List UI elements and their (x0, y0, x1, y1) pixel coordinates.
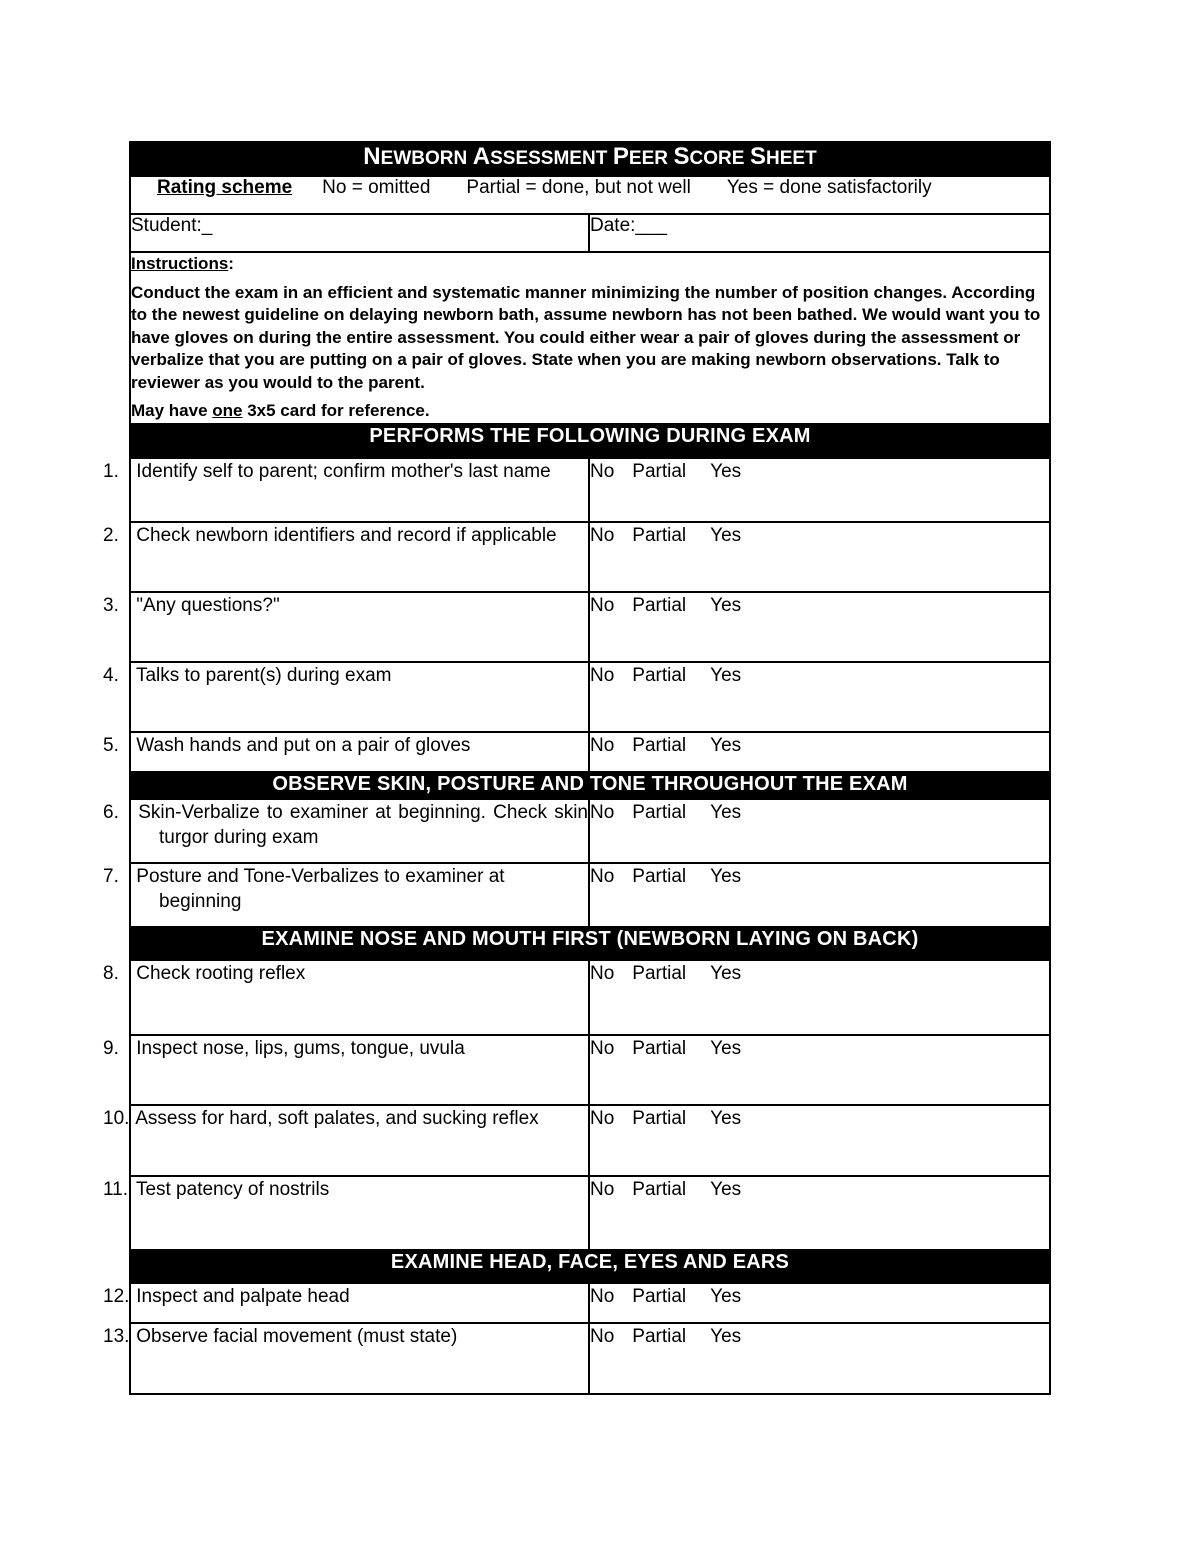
item-text: Posture and Tone-Verbalizes to examiner at beginning (136, 865, 505, 912)
rating-option-no[interactable]: No (590, 1325, 615, 1347)
instructions-heading-line (131, 253, 1049, 276)
title-rest: CORE (689, 148, 745, 169)
item-description: 10. Assess for hard, soft palates, and sucking reflex (103, 1107, 539, 1129)
item-rating-cell (589, 1035, 1050, 1105)
rating-option-partial[interactable]: Partial (632, 1107, 687, 1129)
title-word-4 (673, 143, 745, 170)
assessment-item-row (130, 662, 1050, 732)
item-rating-cell (589, 522, 1050, 592)
rating-option-no[interactable]: No (590, 865, 615, 887)
card-note-pre: May have (131, 401, 213, 420)
title-rest: EWBORN (380, 148, 468, 169)
item-description-cell (103, 1035, 589, 1105)
item-description-cell (103, 662, 589, 732)
rating-option-yes[interactable]: Yes (710, 594, 742, 616)
assessment-item-row (130, 1176, 1050, 1250)
item-text: Identify self to parent; confirm mother's last name (136, 460, 551, 482)
rating-no-definition: No = omitted (322, 177, 431, 198)
rating-option-partial[interactable]: Partial (632, 734, 687, 756)
section-title: EXAMINE HEAD, FACE, EYES AND EARS (130, 1250, 1050, 1283)
rating-option-no[interactable]: No (590, 801, 615, 823)
rating-option-yes[interactable]: Yes (710, 1285, 742, 1307)
item-description: 3. "Any questions?" (103, 594, 280, 616)
assessment-item-row (130, 863, 1050, 927)
assessment-item-row (130, 732, 1050, 772)
item-description: 7. Posture and Tone-Verbalizes to examiner at beginning (103, 865, 505, 912)
item-rating-cell (589, 863, 1050, 927)
item-text: Inspect nose, lips, gums, tongue, uvula (136, 1037, 465, 1059)
rating-scheme-cell (130, 176, 1050, 214)
item-description-cell (103, 592, 589, 662)
rating-scheme-label: Rating scheme (157, 177, 293, 198)
instructions-heading: Instructions (131, 254, 229, 273)
title-rest: EER (628, 148, 668, 169)
assessment-item-row (130, 1323, 1050, 1394)
item-description-cell (103, 863, 589, 927)
item-description: 11. Test patency of nostrils (103, 1178, 330, 1200)
instructions-card-note (131, 400, 1049, 423)
section-header-row (130, 772, 1050, 799)
assessment-item-row (130, 1105, 1050, 1176)
assessment-item-row (130, 799, 1050, 863)
item-text: Wash hands and put on a pair of gloves (136, 734, 471, 756)
rating-option-yes[interactable]: Yes (710, 1107, 742, 1129)
rating-option-partial[interactable]: Partial (632, 1178, 687, 1200)
rating-option-no[interactable]: No (590, 1178, 615, 1200)
title-cap: S (750, 143, 767, 170)
item-description-cell (103, 732, 589, 772)
rating-option-yes[interactable]: Yes (710, 460, 742, 482)
rating-option-yes[interactable]: Yes (710, 865, 742, 887)
item-description: 1. Identify self to parent; confirm mother's last name (103, 460, 551, 482)
section-header-row (130, 927, 1050, 960)
rating-option-yes[interactable]: Yes (710, 664, 742, 686)
rating-option-no[interactable]: No (590, 1285, 615, 1307)
section-header-row (130, 1250, 1050, 1283)
item-text: Test patency of nostrils (135, 1178, 330, 1200)
rating-option-partial[interactable]: Partial (632, 962, 687, 984)
item-description-cell (103, 1105, 589, 1176)
item-description: 8. Check rooting reflex (103, 962, 306, 984)
title-cap: N (363, 143, 381, 170)
title-word-3 (612, 143, 668, 170)
sheet-title (130, 142, 1050, 176)
assessment-item-row (130, 458, 1050, 522)
instructions-colon: : (228, 254, 234, 273)
item-rating-cell (589, 662, 1050, 732)
title-word-5 (750, 143, 817, 170)
item-rating-cell (589, 1105, 1050, 1176)
item-description: 4. Talks to parent(s) during exam (103, 664, 392, 686)
title-cap: S (673, 143, 690, 170)
rating-option-partial[interactable]: Partial (632, 460, 687, 482)
score-sheet-table (103, 141, 1051, 1395)
item-rating-cell (589, 960, 1050, 1035)
title-rest: SSESSMENT (490, 148, 608, 169)
rating-option-partial[interactable]: Partial (632, 1037, 687, 1059)
item-description: 2. Check newborn identifiers and record if applicable (103, 524, 557, 546)
rating-option-partial[interactable]: Partial (632, 1285, 687, 1307)
rating-option-no[interactable]: No (590, 734, 615, 756)
rating-option-yes[interactable]: Yes (710, 734, 742, 756)
item-rating-cell (589, 799, 1050, 863)
rating-option-no[interactable]: No (590, 1037, 615, 1059)
item-description: 12. Inspect and palpate head (103, 1285, 350, 1307)
item-description-cell (103, 522, 589, 592)
rating-option-yes[interactable]: Yes (710, 1325, 742, 1347)
rating-option-no[interactable]: No (590, 594, 615, 616)
assessment-item-row (130, 1035, 1050, 1105)
rating-option-partial[interactable]: Partial (632, 594, 687, 616)
instructions-cell (130, 252, 1050, 424)
rating-yes-definition: Yes = done satisfactorily (726, 177, 932, 198)
rating-scheme (131, 177, 1049, 199)
assessment-item-row (130, 960, 1050, 1035)
rating-scheme-row (130, 176, 1050, 214)
item-description-cell (103, 1283, 589, 1323)
rating-option-yes[interactable]: Yes (710, 1037, 742, 1059)
title-cap: A (472, 143, 491, 170)
rating-option-no[interactable]: No (590, 1107, 615, 1129)
rating-option-partial[interactable]: Partial (632, 664, 687, 686)
student-date-row (130, 214, 1050, 252)
item-description: 13. Observe facial movement (must state) (103, 1325, 458, 1347)
rating-partial-definition: Partial = done, but not well (466, 177, 691, 198)
rating-option-partial[interactable]: Partial (632, 801, 687, 823)
rating-option-yes[interactable]: Yes (710, 524, 742, 546)
item-rating-cell (589, 592, 1050, 662)
item-rating-cell (589, 1176, 1050, 1250)
section-title: PERFORMS THE FOLLOWING DURING EXAM (130, 424, 1050, 458)
item-description-cell (103, 1176, 589, 1250)
rating-option-partial[interactable]: Partial (632, 865, 687, 887)
rating-option-no[interactable]: No (590, 664, 615, 686)
instructions-row (130, 252, 1050, 424)
item-description-cell (103, 458, 589, 522)
rating-option-partial[interactable]: Partial (632, 1325, 687, 1347)
assessment-item-row (130, 592, 1050, 662)
item-description-cell (103, 960, 589, 1035)
assessment-item-row (130, 522, 1050, 592)
rating-option-yes[interactable]: Yes (710, 1178, 742, 1200)
title-word-2 (472, 143, 608, 170)
item-text: Check rooting reflex (136, 962, 306, 984)
rating-option-no[interactable]: No (590, 460, 615, 482)
item-rating-cell (589, 1283, 1050, 1323)
instructions-body: Conduct the exam in an efficient and systematic manner minimizing the number of position changes. According to the newest guideline on delaying newborn bath, assume newborn has not been bathed. We would want you to have gloves on during the entire assessment. You could either wear a pair of gloves during the assessment or verbalize that you are putting on a pair of gloves. State when you are making newborn observations. Talk to reviewer as you would to the parent. (131, 282, 1041, 392)
card-note-underlined: one (212, 401, 243, 420)
rating-option-yes[interactable]: Yes (710, 801, 742, 823)
item-rating-cell (589, 1323, 1050, 1394)
item-text: Check newborn identifiers and record if applicable (136, 524, 557, 546)
item-description: 9. Inspect nose, lips, gums, tongue, uvula (103, 1037, 465, 1059)
item-rating-cell (589, 732, 1050, 772)
item-rating-cell (589, 458, 1050, 522)
section-title: EXAMINE NOSE AND MOUTH FIRST (NEWBORN LAYING ON BACK) (130, 927, 1050, 960)
student-field[interactable]: Student:_ (130, 214, 589, 252)
title-word-1 (363, 143, 468, 170)
rating-option-partial[interactable]: Partial (632, 524, 687, 546)
date-field[interactable]: Date:___ (589, 214, 1050, 252)
title-row (130, 142, 1050, 176)
item-text: Talks to parent(s) during exam (135, 664, 392, 686)
item-text: Skin-Verbalize to examiner at beginning. Check skin turgor during exam (138, 801, 588, 848)
item-description-cell (103, 1323, 589, 1394)
title-cap: P (612, 143, 629, 170)
assessment-item-row (130, 1283, 1050, 1323)
item-description-cell (103, 799, 589, 863)
sections-body (103, 424, 1050, 1394)
section-title: OBSERVE SKIN, POSTURE AND TONE THROUGHOUT THE EXAM (130, 772, 1050, 799)
rating-option-yes[interactable]: Yes (710, 962, 742, 984)
card-note-post: 3x5 card for reference. (242, 401, 430, 420)
item-text: Inspect and palpate head (136, 1285, 350, 1307)
section-header-row (130, 424, 1050, 458)
item-text: Assess for hard, soft palates, and sucking reflex (135, 1107, 539, 1129)
rating-option-no[interactable]: No (590, 524, 615, 546)
title-rest: HEET (766, 148, 817, 169)
item-text: "Any questions?" (136, 594, 280, 616)
item-description: 5. Wash hands and put on a pair of gloves (103, 734, 471, 756)
item-text: Observe facial movement (must state) (136, 1325, 458, 1347)
rating-option-no[interactable]: No (590, 962, 615, 984)
item-description: 6. Skin-Verbalize to examiner at beginning. Check skin turgor during exam (103, 801, 588, 848)
